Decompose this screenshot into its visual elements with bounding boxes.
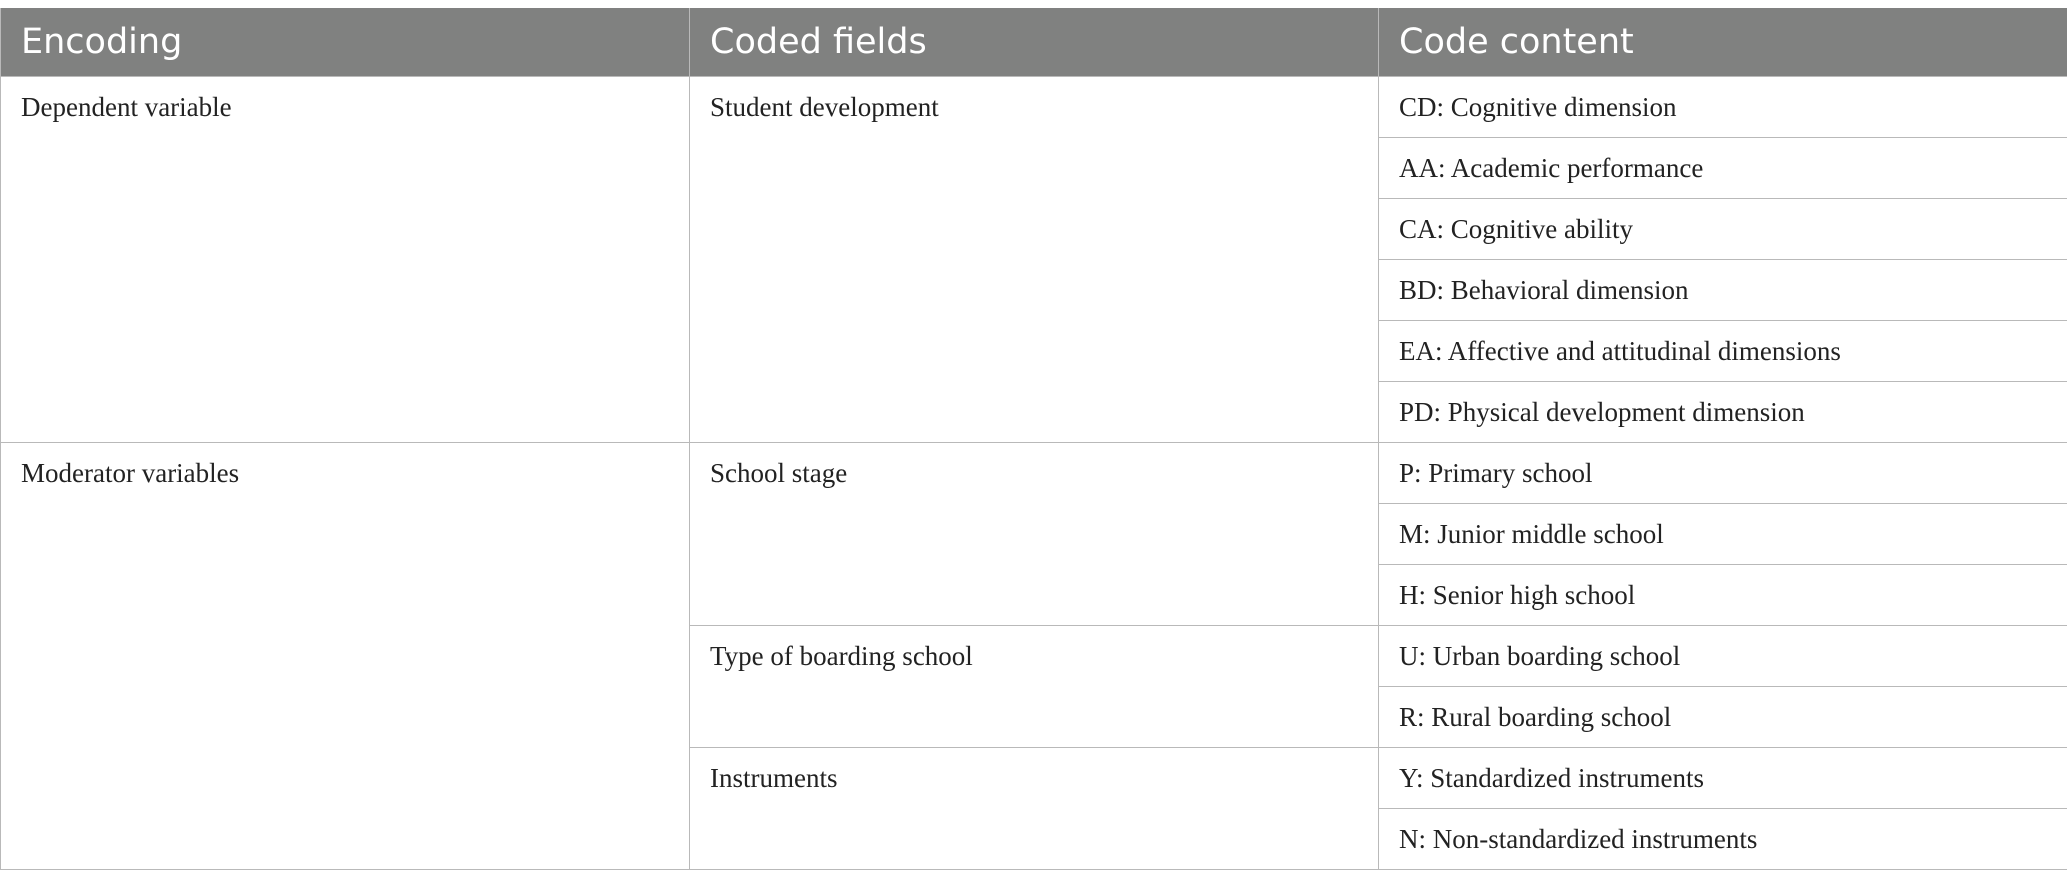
code-content-cell: N: Non-standardized instruments [1379, 808, 2067, 869]
header-coded-fields: Coded fields [690, 8, 1379, 76]
code-content-cell: M: Junior middle school [1379, 503, 2067, 564]
encoding-cell: Moderator variables [1, 442, 690, 869]
table-row [1, 442, 2067, 503]
coded-field-cell: School stage [690, 442, 1379, 625]
table-row [1, 76, 2067, 137]
code-content-cell: Y: Standardized instruments [1379, 747, 2067, 808]
coded-field-cell: Type of boarding school [690, 625, 1379, 747]
code-content-cell: AA: Academic performance [1379, 137, 2067, 198]
encoding-cell: Dependent variable [1, 76, 690, 442]
table-header [1, 8, 2067, 76]
coding-table-container [0, 8, 2067, 870]
header-encoding: Encoding [1, 8, 690, 76]
code-content-cell: CA: Cognitive ability [1379, 198, 2067, 259]
code-content-cell: P: Primary school [1379, 442, 2067, 503]
table-body [1, 76, 2067, 869]
code-content-cell: EA: Affective and attitudinal dimensions [1379, 320, 2067, 381]
code-content-cell: H: Senior high school [1379, 564, 2067, 625]
coded-field-cell: Student development [690, 76, 1379, 442]
header-code-content: Code content [1379, 8, 2067, 76]
code-content-cell: BD: Behavioral dimension [1379, 259, 2067, 320]
code-content-cell: CD: Cognitive dimension [1379, 76, 2067, 137]
code-content-cell: R: Rural boarding school [1379, 686, 2067, 747]
coding-table [0, 8, 2067, 870]
code-content-cell: PD: Physical development dimension [1379, 381, 2067, 442]
header-row [1, 8, 2067, 76]
coded-field-cell: Instruments [690, 747, 1379, 869]
code-content-cell: U: Urban boarding school [1379, 625, 2067, 686]
